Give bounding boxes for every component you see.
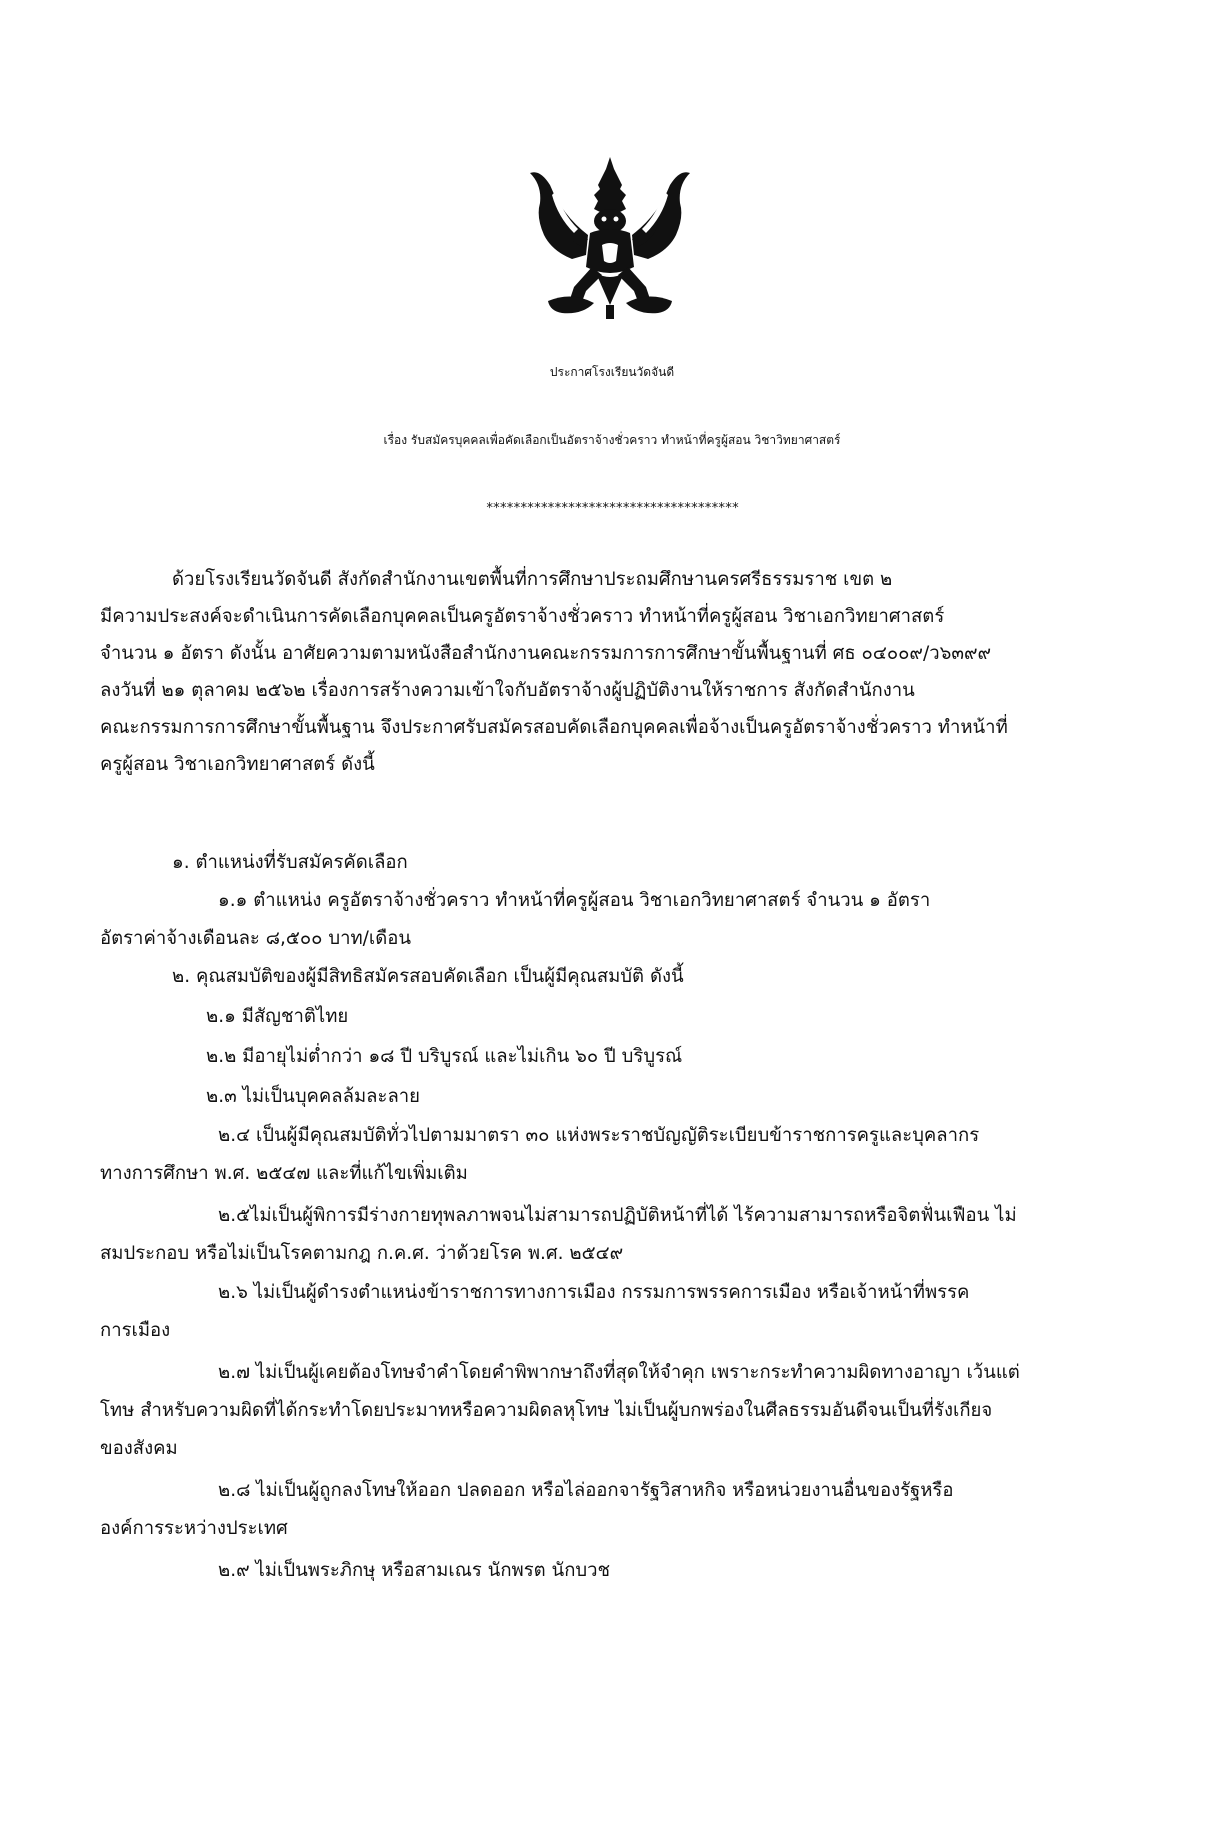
- intro-line-4: ลงวันที่ ๒๑ ตุลาคม ๒๕๖๒ เรื่องการสร้างความเข้าใจกับอัตราจ้างผู้ปฏิบัติงานให้ราชการ สังกัดสำนักงาน: [100, 680, 915, 701]
- item-1-1: ๑.๑ ตำแหน่ง ครูอัตราจ้างชั่วคราว ทำหน้าที่ครูผู้สอน วิชาเอกวิทยาศาสตร์ จำนวน ๑ อัตรา: [218, 890, 931, 911]
- intro-line-1: ด้วยโรงเรียนวัดจันดี สังกัดสำนักงานเขตพื้นที่การศึกษาประถมศึกษานครศรีธรรมราช เขต ๒: [172, 569, 893, 590]
- announcement-title: ประกาศโรงเรียนวัดจันดี: [549, 365, 675, 379]
- item-2-7-continued-2: ของสังคม: [100, 1438, 178, 1459]
- item-2-7-continued-1: โทษ สำหรับความผิดที่ได้กระทำโดยประมาทหรือความผิดลหุโทษ ไม่เป็นผู้บกพร่องในศีลธรรมอันดีจนเป็นที่รังเกียจ: [100, 1400, 993, 1421]
- item-2-9: ๒.๙ ไม่เป็นพระภิกษุ หรือสามเณร นักพรต นักบวช: [218, 1560, 611, 1581]
- item-2-8: ๒.๘ ไม่เป็นผู้ถูกลงโทษให้ออก ปลดออก หรือไล่ออกจารัฐวิสาหกิจ หรือหน่วยงานอื่นของรัฐหรือ: [218, 1480, 954, 1501]
- intro-line-2: มีความประสงค์จะดำเนินการคัดเลือกบุคคลเป็นครูอัตราจ้างชั่วคราว ทำหน้าที่ครูผู้สอน วิชาเอกวิทยาศาสตร์: [100, 606, 945, 627]
- item-2-2: ๒.๒ มีอายุไม่ต่ำกว่า ๑๘ ปี บริบูรณ์ และไม่เกิน ๖๐ ปี บริบูรณ์: [206, 1046, 683, 1067]
- item-2-1: ๒.๑ มีสัญชาติไทย: [206, 1006, 349, 1027]
- garuda-emblem-icon: [522, 155, 698, 321]
- item-1-1-continued: อัตราค่าจ้างเดือนละ ๘,๕๐๐ บาท/เดือน: [100, 928, 411, 949]
- intro-line-5: คณะกรรมการการศึกษาขั้นพื้นฐาน จึงประกาศรับสมัครสอบคัดเลือกบุคคลเพื่อจ้างเป็นครูอัตราจ้างชั่วคราว ทำหน้าที่: [100, 717, 1008, 738]
- section-2-heading: ๒. คุณสมบัติของผู้มีสิทธิสมัครสอบคัดเลือก เป็นผู้มีคุณสมบัติ ดังนี้: [172, 966, 684, 987]
- item-2-4-continued: ทางการศึกษา พ.ศ. ๒๕๔๗ และที่แก้ไขเพิ่มเติม: [100, 1163, 468, 1184]
- intro-line-6: ครูผู้สอน วิชาเอกวิทยาศาสตร์ ดังนี้: [100, 754, 375, 775]
- item-2-3: ๒.๓ ไม่เป็นบุคคลล้มละลาย: [206, 1086, 421, 1107]
- item-2-6: ๒.๖ ไม่เป็นผู้ดำรงตำแหน่งข้าราชการทางการเมือง กรรมการพรรคการเมือง หรือเจ้าหน้าที่พรรค: [218, 1282, 970, 1303]
- section-1-heading: ๑. ตำแหน่งที่รับสมัครคัดเลือก: [172, 852, 408, 873]
- item-2-8-continued: องค์การระหว่างประเทศ: [100, 1518, 288, 1539]
- intro-line-3: จำนวน ๑ อัตรา ดังนั้น อาศัยความตามหนังสือสำนักงานคณะกรรมการการศึกษาขั้นพื้นฐานที่ ศธ ๐๔๐๐๙/ว๖๓๙๙: [100, 643, 992, 664]
- item-2-7: ๒.๗ ไม่เป็นผู้เคยต้องโทษจำคำโดยคำพิพากษาถึงที่สุดให้จำคุก เพราะกระทำความผิดทางอาญา เว้นแต่: [218, 1362, 1020, 1383]
- announcement-subject: เรื่อง รับสมัครบุคคลเพื่อคัดเลือกเป็นอัตราจ้างชั่วคราว ทำหน้าที่ครูผู้สอน วิชาวิทยาศาสตร์: [383, 433, 841, 447]
- item-2-5: ๒.๕ไม่เป็นผู้พิการมีร่างกายทุพลภาพจนไม่สามารถปฏิบัติหน้าที่ได้ ไร้ความสามารถหรือจิตฟั่นเฟือน ไม่: [218, 1205, 1017, 1226]
- item-2-6-continued: การเมือง: [100, 1320, 171, 1341]
- separator-line: *************************************: [485, 501, 739, 516]
- item-2-5-continued: สมประกอบ หรือไม่เป็นโรคตามกฎ ก.ค.ศ. ว่าด้วยโรค พ.ศ. ๒๕๔๙: [100, 1243, 624, 1264]
- item-2-4: ๒.๔ เป็นผู้มีคุณสมบัติทั่วไปตามมาตรา ๓๐ แห่งพระราชบัญญัติระเบียบข้าราชการครูและบุคลากร: [218, 1125, 980, 1146]
